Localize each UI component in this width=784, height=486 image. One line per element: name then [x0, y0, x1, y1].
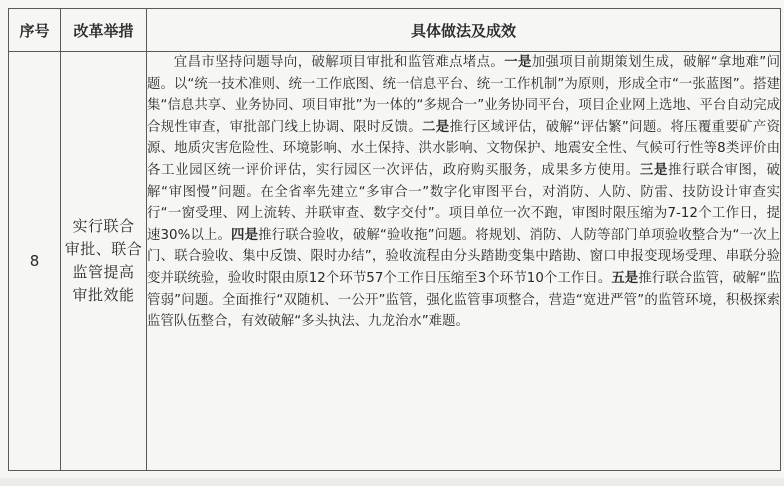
detail-emphasis: 四是 — [231, 227, 259, 243]
detail-emphasis: 五是 — [611, 270, 639, 286]
header-detail: 具体做法及成效 — [147, 9, 781, 52]
page-bottom-edge — [0, 478, 784, 486]
row-detail — [147, 52, 781, 471]
row-index: 8 — [9, 52, 61, 471]
detail-emphasis: 二是 — [422, 119, 450, 135]
detail-emphasis: 三是 — [639, 162, 669, 178]
header-measure: 改革举措 — [61, 9, 147, 52]
reform-table — [8, 8, 781, 471]
detail-text: 推行联合审图，破解“审图慢”问题。在全省率先建立“多审合一”数字化审图平台，对消防、人防、防雷、技防设计审查实行“一窗受理、网上流转、并联审查、数字交付”。项目单位一次不跑，审图时限压缩为7-12个工作日，提速30%以上。 — [147, 162, 781, 243]
measure-line: 审批效能 — [72, 286, 135, 304]
measure-line: 审批、联合 — [64, 240, 143, 258]
header-index: 序号 — [9, 9, 61, 52]
detail-text: 推行联合验收，破解“验收拖”问题。将规划、消防、人防等部门单项验收整合为“一次上门、联合验收、集中反馈、限时办结”，验收流程由分头踏勘变集中踏勘、窗口申报变现场受理、串联分验变并联统验，验收时限由原12个环节57个工作日压缩至3个环节10个工作日。 — [147, 227, 781, 286]
detail-text: 加强项目前期策划生成，破解“拿地难”问题。以“统一技术准则、统一工作底图、统一信息平台、统一工作机制”为原则，形成全市“一张蓝图”。搭建集“信息共享、业务协同、项目审批”为一体的“多规合一”业务协同平台，项目企业网上选地、平台自动完成合规性审查，审批部门线上协调、限时反馈。 — [147, 55, 781, 135]
detail-text: 推行联合监管，破解“监管弱”问题。全面推行“双随机、一公开”监管，强化监管事项整合，营造“宽进严管”的监管环境，积极探索监管队伍整合，有效破解“多头执法、九龙治水”难题。 — [147, 270, 781, 330]
table-row — [9, 52, 781, 471]
detail-emphasis: 一是 — [504, 55, 532, 70]
measure-line: 实行联合 — [72, 217, 135, 235]
detail-text: 推行区域评估，破解“评估繁”问题。将压覆重要矿产资源、地质灾害危险性、环境影响、水土保持、洪水影响、文物保护、地震安全性、气候可行性等8类评价由各工业园区统一评价评估，实行园区一次评估，政府购买服务，成果多方使用。 — [147, 119, 781, 178]
measure-line: 监管提高 — [72, 263, 135, 281]
table-header-row — [9, 9, 781, 52]
detail-text: 宜昌市坚持问题导向，破解项目审批和监管难点堵点。 — [173, 55, 505, 70]
row-measure — [61, 52, 147, 471]
detail-paragraph — [147, 52, 780, 333]
